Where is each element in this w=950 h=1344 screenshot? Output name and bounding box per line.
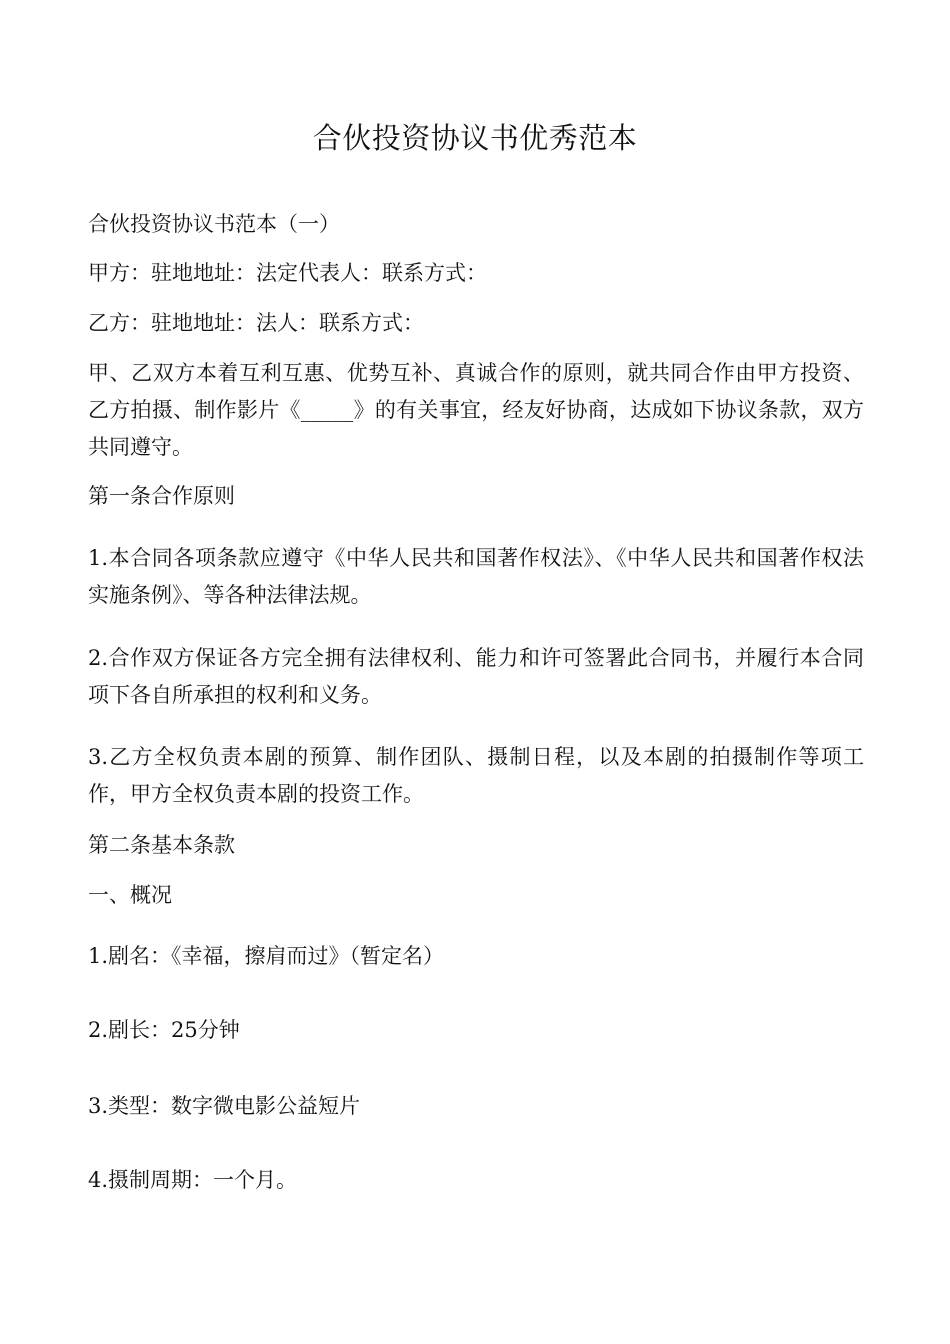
document-title: 合伙投资协议书优秀范本 xyxy=(312,121,638,155)
party-a-line: 甲方：驻地地址：法定代表人：联系方式： xyxy=(88,261,487,285)
clause-1-2: 2.合作双方保证各方完全拥有法律权利、能力和许可签署此合同书，并履行本合同项下各自所承担的权利和义务。 xyxy=(88,646,864,707)
clause-1-3: 3.乙方全权负责本剧的预算、制作团队、摄制日程，以及本剧的拍摄制作等项工作，甲方全权负责本剧的投资工作。 xyxy=(88,745,864,806)
party-b-line: 乙方：驻地地址：法人：联系方式： xyxy=(88,311,424,335)
article-two-heading: 第二条基本条款 xyxy=(88,833,235,857)
item-type: 3.类型：数字微电影公益短片 xyxy=(88,1094,361,1118)
item-length: 2.剧长：25分钟 xyxy=(88,1018,240,1042)
clause-1-1: 1.本合同各项条款应遵守《中华人民共和国著作权法》、《中华人民共和国著作权法实施条例》、等各种法律法规。 xyxy=(88,546,864,607)
item-production-period: 4.摄制周期：一个月。 xyxy=(88,1168,298,1192)
overview-heading: 一、概况 xyxy=(88,883,172,907)
item-title: 1.剧名：《幸福，擦肩而过》（暂定名） xyxy=(88,944,445,968)
article-one-heading: 第一条合作原则 xyxy=(88,484,235,508)
preamble-paragraph: 甲、乙双方本着互利互惠、优势互补、真诚合作的原则，就共同合作由甲方投资、乙方拍摄、制作影片《_____》的有关事宜，经友好协商，达成如下协议条款，双方共同遵守。 xyxy=(88,361,864,459)
section-heading-sample-one: 合伙投资协议书范本（一） xyxy=(88,212,340,236)
